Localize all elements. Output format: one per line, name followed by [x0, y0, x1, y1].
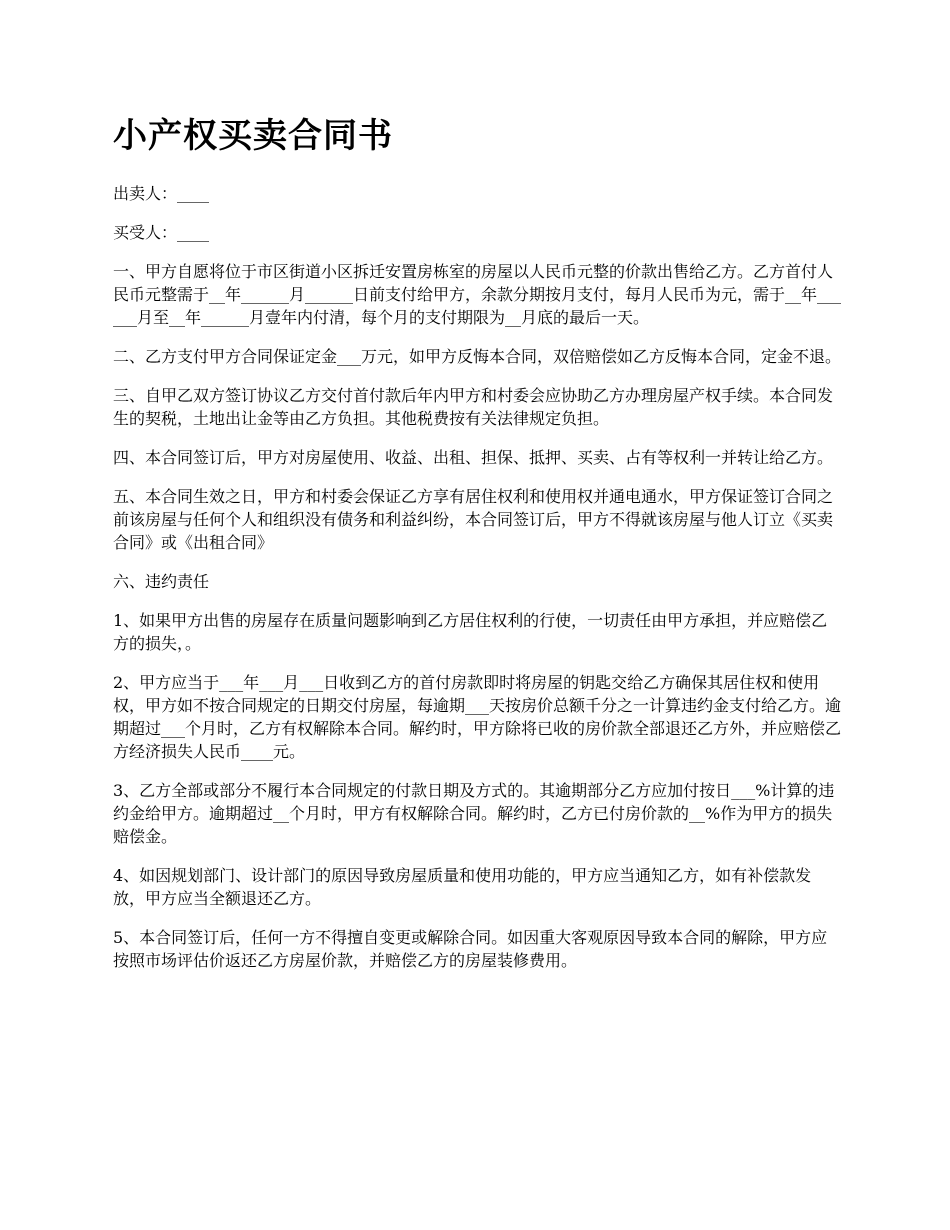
liability-item-1: 1、如果甲方出售的房屋存在质量问题影响到乙方居住权利的行使，一切责任由甲方承担，并应赔偿乙方的损失，。	[113, 611, 828, 653]
clause-3: 三、自甲乙双方签订协议乙方交付首付款后年内甲方和村委会应协助乙方办理房屋产权手续。本合同发生的契税，土地出让金等由乙方负担。其他税费按有关法律规定负担。	[113, 386, 834, 428]
section-heading-liability: 六、违约责任	[113, 572, 210, 591]
clause-2: 二、乙方支付甲方合同保证定金___万元，如甲方反悔本合同，双倍赔偿如乙方反悔本合同，定金不退。	[113, 347, 842, 366]
clause-5: 五、本合同生效之日，甲方和村委会保证乙方享有居住权利和使用权并通电通水，甲方保证签订合同之前该房屋与任何个人和组织没有债务和利益纠纷，本合同签订后，甲方不得就该房屋与他人订立《买卖合同》或《出租合同》	[113, 487, 834, 552]
clause-1: 一、甲方自愿将位于市区街道小区拆迁安置房栋室的房屋以人民币元整的价款出售给乙方。乙方首付人民币元整需于__年______月______日前支付给甲方，余款分期按月支付，每月人民币为元，需于__年______月至__年______月壹年内付清，每个月的支付期限为__月底的最后一天。	[113, 262, 842, 327]
liability-item-2: 2、甲方应当于___年___月___日收到乙方的首付房款即时将房屋的钥匙交给乙方确保其居住权和使用权，甲方如不按合同规定的日期交付房屋，每逾期___天按房价总额千分之一计算违约金支付给乙方。逾期超过___个月时，乙方有权解除本合同。解约时，甲方除将已收的房价款全部退还乙方外，并应赔偿乙方经济损失人民币____元。	[113, 673, 842, 761]
clause-4: 四、本合同签订后，甲方对房屋使用、收益、出租、担保、抵押、买卖、占有等权利一并转让给乙方。	[113, 448, 834, 467]
buyer-line: 买受人：____	[113, 223, 210, 242]
liability-item-4: 4、如因规划部门、设计部门的原因导致房屋质量和使用功能的，甲方应当通知乙方，如有补偿款发放，甲方应当全额退还乙方。	[113, 866, 812, 908]
document-page	[113, 112, 843, 988]
seller-line: 出卖人：____	[113, 184, 210, 203]
document-title: 小产权买卖合同书	[113, 116, 393, 156]
liability-item-3: 3、乙方全部或部分不履行本合同规定的付款日期及方式的。其逾期部分乙方应加付按日___%计算的违约金给甲方。逾期超过__个月时，甲方有权解除合同。解约时，乙方已付房价款的__%作为甲方的损失赔偿金。	[113, 781, 835, 846]
liability-item-5: 5、本合同签订后，任何一方不得擅自变更或解除合同。如因重大客观原因导致本合同的解除，甲方应按照市场评估价返还乙方房屋价款，并赔偿乙方的房屋装修费用。	[113, 928, 828, 970]
